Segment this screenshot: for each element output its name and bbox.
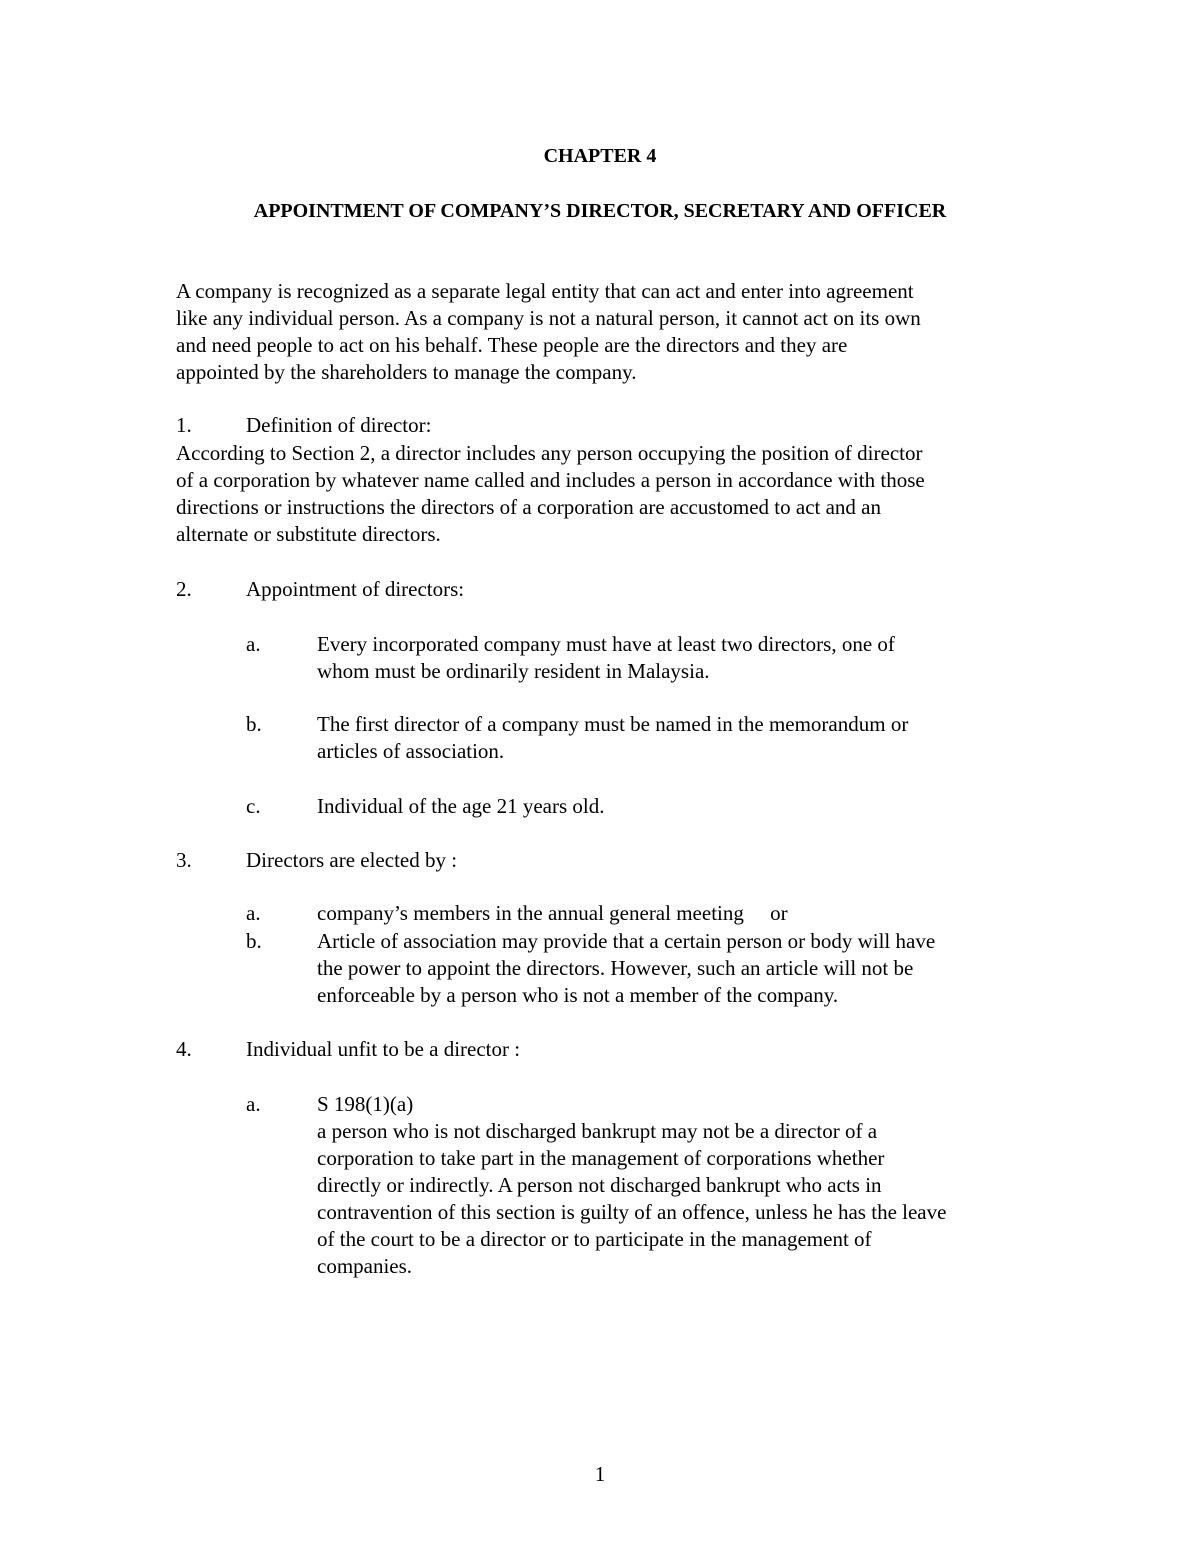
section-heading: Directors are elected by : — [246, 848, 458, 872]
list-item-label: a. — [246, 632, 261, 656]
list-item-line: S 198(1)(a) — [317, 1092, 414, 1116]
document-title: APPOINTMENT OF COMPANY’S DIRECTOR, SECRETARY AND OFFICER — [253, 200, 947, 222]
page-number: 1 — [594, 1462, 606, 1486]
section-heading: Definition of director: — [246, 413, 432, 437]
list-item-line: contravention of this section is guilty of an offence, unless he has the leave — [317, 1200, 947, 1224]
definition-line: alternate or substitute directors. — [176, 522, 441, 546]
intro-line: like any individual person. As a company is not a natural person, it cannot act on its own — [176, 306, 921, 330]
section-number: 1. — [176, 413, 192, 437]
list-item-line: Every incorporated company must have at least two directors, one of — [317, 632, 895, 656]
section-number: 3. — [176, 848, 192, 872]
list-item-line: enforceable by a person who is not a member of the company. — [317, 983, 839, 1007]
chapter-title: CHAPTER 4 — [543, 145, 657, 167]
intro-paragraph — [176, 278, 1056, 386]
intro-line: appointed by the shareholders to manage the company. — [176, 360, 637, 384]
list-item-label: b. — [246, 712, 262, 736]
list-item-line: the power to appoint the directors. However, such an article will not be — [317, 956, 914, 980]
list-item-line: directly or indirectly. A person not discharged bankrupt who acts in — [317, 1173, 882, 1197]
list-item-line: Article of association may provide that a certain person or body will have — [317, 929, 936, 953]
list-item-line: Individual of the age 21 years old. — [317, 794, 605, 818]
list-item-label: a. — [246, 1092, 261, 1116]
list-item-label: a. — [246, 901, 261, 925]
intro-line: A company is recognized as a separate legal entity that can act and enter into agreement — [176, 279, 914, 303]
section-1-definition — [176, 440, 1056, 548]
list-item-label: c. — [246, 794, 261, 818]
section-heading: Appointment of directors: — [246, 577, 465, 601]
list-item-line: company’s members in the annual general meeting or — [317, 901, 788, 925]
list-item-line: articles of association. — [317, 739, 505, 763]
list-item-line: of the court to be a director or to participate in the management of — [317, 1227, 872, 1251]
intro-line: and need people to act on his behalf. These people are the directors and they are — [176, 333, 848, 357]
list-item-line: a person who is not discharged bankrupt may not be a director of a — [317, 1119, 878, 1143]
definition-line: directions or instructions the directors of a corporation are accustomed to act and an — [176, 495, 881, 519]
list-item-label: b. — [246, 929, 262, 953]
list-item-line: companies. — [317, 1254, 413, 1278]
section-heading: Individual unfit to be a director : — [246, 1037, 521, 1061]
definition-line: of a corporation by whatever name called and includes a person in accordance with those — [176, 468, 925, 492]
section-number: 4. — [176, 1037, 192, 1061]
list-item-line: corporation to take part in the management of corporations whether — [317, 1146, 885, 1170]
list-item-line: whom must be ordinarily resident in Malaysia. — [317, 659, 710, 683]
section-number: 2. — [176, 577, 192, 601]
definition-line: According to Section 2, a director includes any person occupying the position of director — [176, 441, 923, 465]
list-item-line: The first director of a company must be named in the memorandum or — [317, 712, 909, 736]
